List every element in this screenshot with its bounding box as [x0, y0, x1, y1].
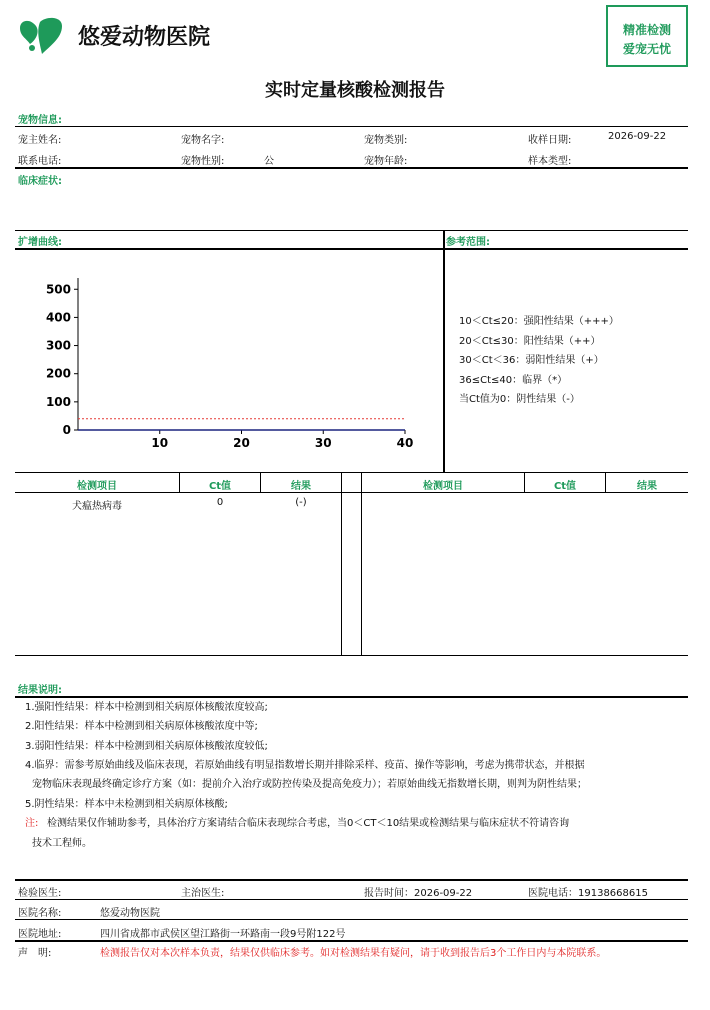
- reference-range-label: 参考范围:: [446, 237, 490, 248]
- table-row: [15, 497, 341, 511]
- x-tick-label: 20: [233, 436, 250, 450]
- sample-date-value: 2026-09-22: [608, 131, 667, 142]
- divider: [15, 919, 688, 920]
- x-tick-label: 30: [314, 436, 332, 450]
- hospital-name-value: 悠爱动物医院: [100, 908, 160, 919]
- explanation-line: 3.弱阳性结果：样本中检测到相关病原体核酸浓度较低;: [25, 741, 268, 752]
- divider: [15, 248, 688, 250]
- divider: [341, 472, 342, 656]
- sample-date-label: 收样日期:: [528, 135, 572, 146]
- explanation-line: 5.阴性结果：样本中未检测到相关病原体核酸;: [25, 799, 228, 810]
- hospital-name-title: 悠爱动物医院: [78, 25, 211, 50]
- divider: [15, 167, 688, 169]
- cell-ct: 0: [216, 497, 224, 508]
- note-prefix: 注:: [25, 818, 39, 829]
- quality-stamp: [606, 5, 688, 67]
- explanation-label: 结果说明:: [18, 685, 62, 696]
- note-line-2: 技术工程师。: [32, 838, 92, 849]
- reference-list: [459, 312, 619, 410]
- reference-line: 当Ct值为0：阴性结果（-）: [459, 394, 580, 405]
- divider: [15, 655, 688, 656]
- divider: [15, 899, 688, 900]
- sample-type-label: 样本类型:: [528, 156, 572, 167]
- pet-name-label: 宠物名字:: [181, 135, 225, 146]
- col-header-result: 结果: [291, 481, 311, 492]
- pet-age-label: 宠物年龄:: [364, 156, 408, 167]
- statement-label: 声 明:: [18, 948, 52, 959]
- col-header-result: 结果: [637, 481, 657, 492]
- y-tick-label: 100: [45, 394, 71, 409]
- explanation-line: 4.临界：需参考原始曲线及临床表现，若原始曲线有明显指数增长期并排除采样、疫苗、操作等影响，考虑为携带状态，并根据: [25, 760, 585, 771]
- col-header-ct: Ct值: [208, 481, 232, 492]
- x-tick-label: 10: [151, 436, 169, 450]
- owner-name-label: 宠主姓名:: [18, 135, 62, 146]
- cell-item: 犬瘟热病毒: [72, 501, 122, 512]
- y-tick-label: 500: [45, 282, 71, 297]
- reference-line: 36≤Ct≤40：临界（*）: [459, 374, 568, 386]
- divider: [361, 472, 362, 656]
- pet-type-label: 宠物类别:: [364, 135, 408, 146]
- report-title: 实时定量核酸检测报告: [265, 80, 445, 101]
- explanation-line: 1.强阳性结果：样本中检测到相关病原体核酸浓度较高;: [25, 702, 268, 713]
- explanation-line: 2.阳性结果：样本中检测到相关病原体核酸浓度中等;: [25, 721, 258, 732]
- col-header-ct: Ct值: [553, 481, 577, 492]
- hospital-phone: 医院电话：19138668615: [528, 888, 648, 899]
- note-line-1: 检测结果仅作辅助参考，具体治疗方案请结合临床表现综合考虑，当0＜CT＜10结果或检测结果与临床症状不符请咨询: [47, 818, 570, 829]
- divider: [15, 492, 688, 493]
- explanation-line: 宠物临床表现最终确定诊疗方案（如：提前介入治疗或防控传染及提高免疫力）；若原始曲线无指数增长期，则判为阴性结果；: [32, 779, 587, 790]
- hospital-name-label: 医院名称:: [18, 908, 62, 919]
- divider: [15, 940, 688, 942]
- report-time: 报告时间：2026-09-22: [364, 888, 473, 899]
- pet-sex-label: 宠物性别:: [181, 156, 225, 167]
- reference-line: 10＜Ct≤20：强阳性结果（+++）: [459, 316, 619, 327]
- col-header-item: 检测项目: [423, 481, 463, 492]
- stamp-line-2: 爱宠无忧: [622, 42, 671, 56]
- hospital-logo: [16, 14, 66, 58]
- y-tick-label: 200: [45, 366, 71, 381]
- x-tick-label: 40: [396, 436, 414, 450]
- statement-value: 检测报告仅对本次样本负责，结果仅供临床参考。如对检测结果有疑问，请于收到报告后3个工作日内与本院联系。: [100, 948, 607, 959]
- y-tick-label: 400: [45, 310, 71, 325]
- pet-sex-value: 公: [264, 156, 274, 167]
- doctor-label: 主治医生:: [181, 888, 225, 899]
- divider: [15, 879, 688, 881]
- inspector-label: 检验医生:: [18, 888, 62, 899]
- divider: [443, 230, 445, 473]
- y-tick-label: 300: [45, 338, 71, 353]
- phone-label: 联系电话:: [18, 156, 62, 167]
- cell-result: (-): [295, 497, 307, 508]
- stamp-line-1: 精准检测: [622, 23, 671, 37]
- clinical-symptoms-label: 临床症状:: [18, 176, 62, 187]
- reference-line: 30＜Ct＜36：弱阳性结果（+）: [459, 355, 604, 366]
- y-tick-label: 0: [62, 423, 71, 437]
- amplification-curve-label: 扩增曲线:: [18, 237, 62, 248]
- amplification-chart: [15, 260, 440, 460]
- reference-line: 20＜Ct≤30：阳性结果（++）: [459, 335, 601, 347]
- pet-info-label: 宠物信息:: [18, 115, 62, 126]
- address-label: 医院地址:: [18, 929, 62, 940]
- divider: [15, 472, 688, 473]
- divider: [15, 126, 688, 127]
- divider: [15, 230, 688, 231]
- address-value: 四川省成都市武侯区望江路街一环路南一段9号附122号: [100, 929, 346, 940]
- col-header-item: 检测项目: [77, 481, 117, 492]
